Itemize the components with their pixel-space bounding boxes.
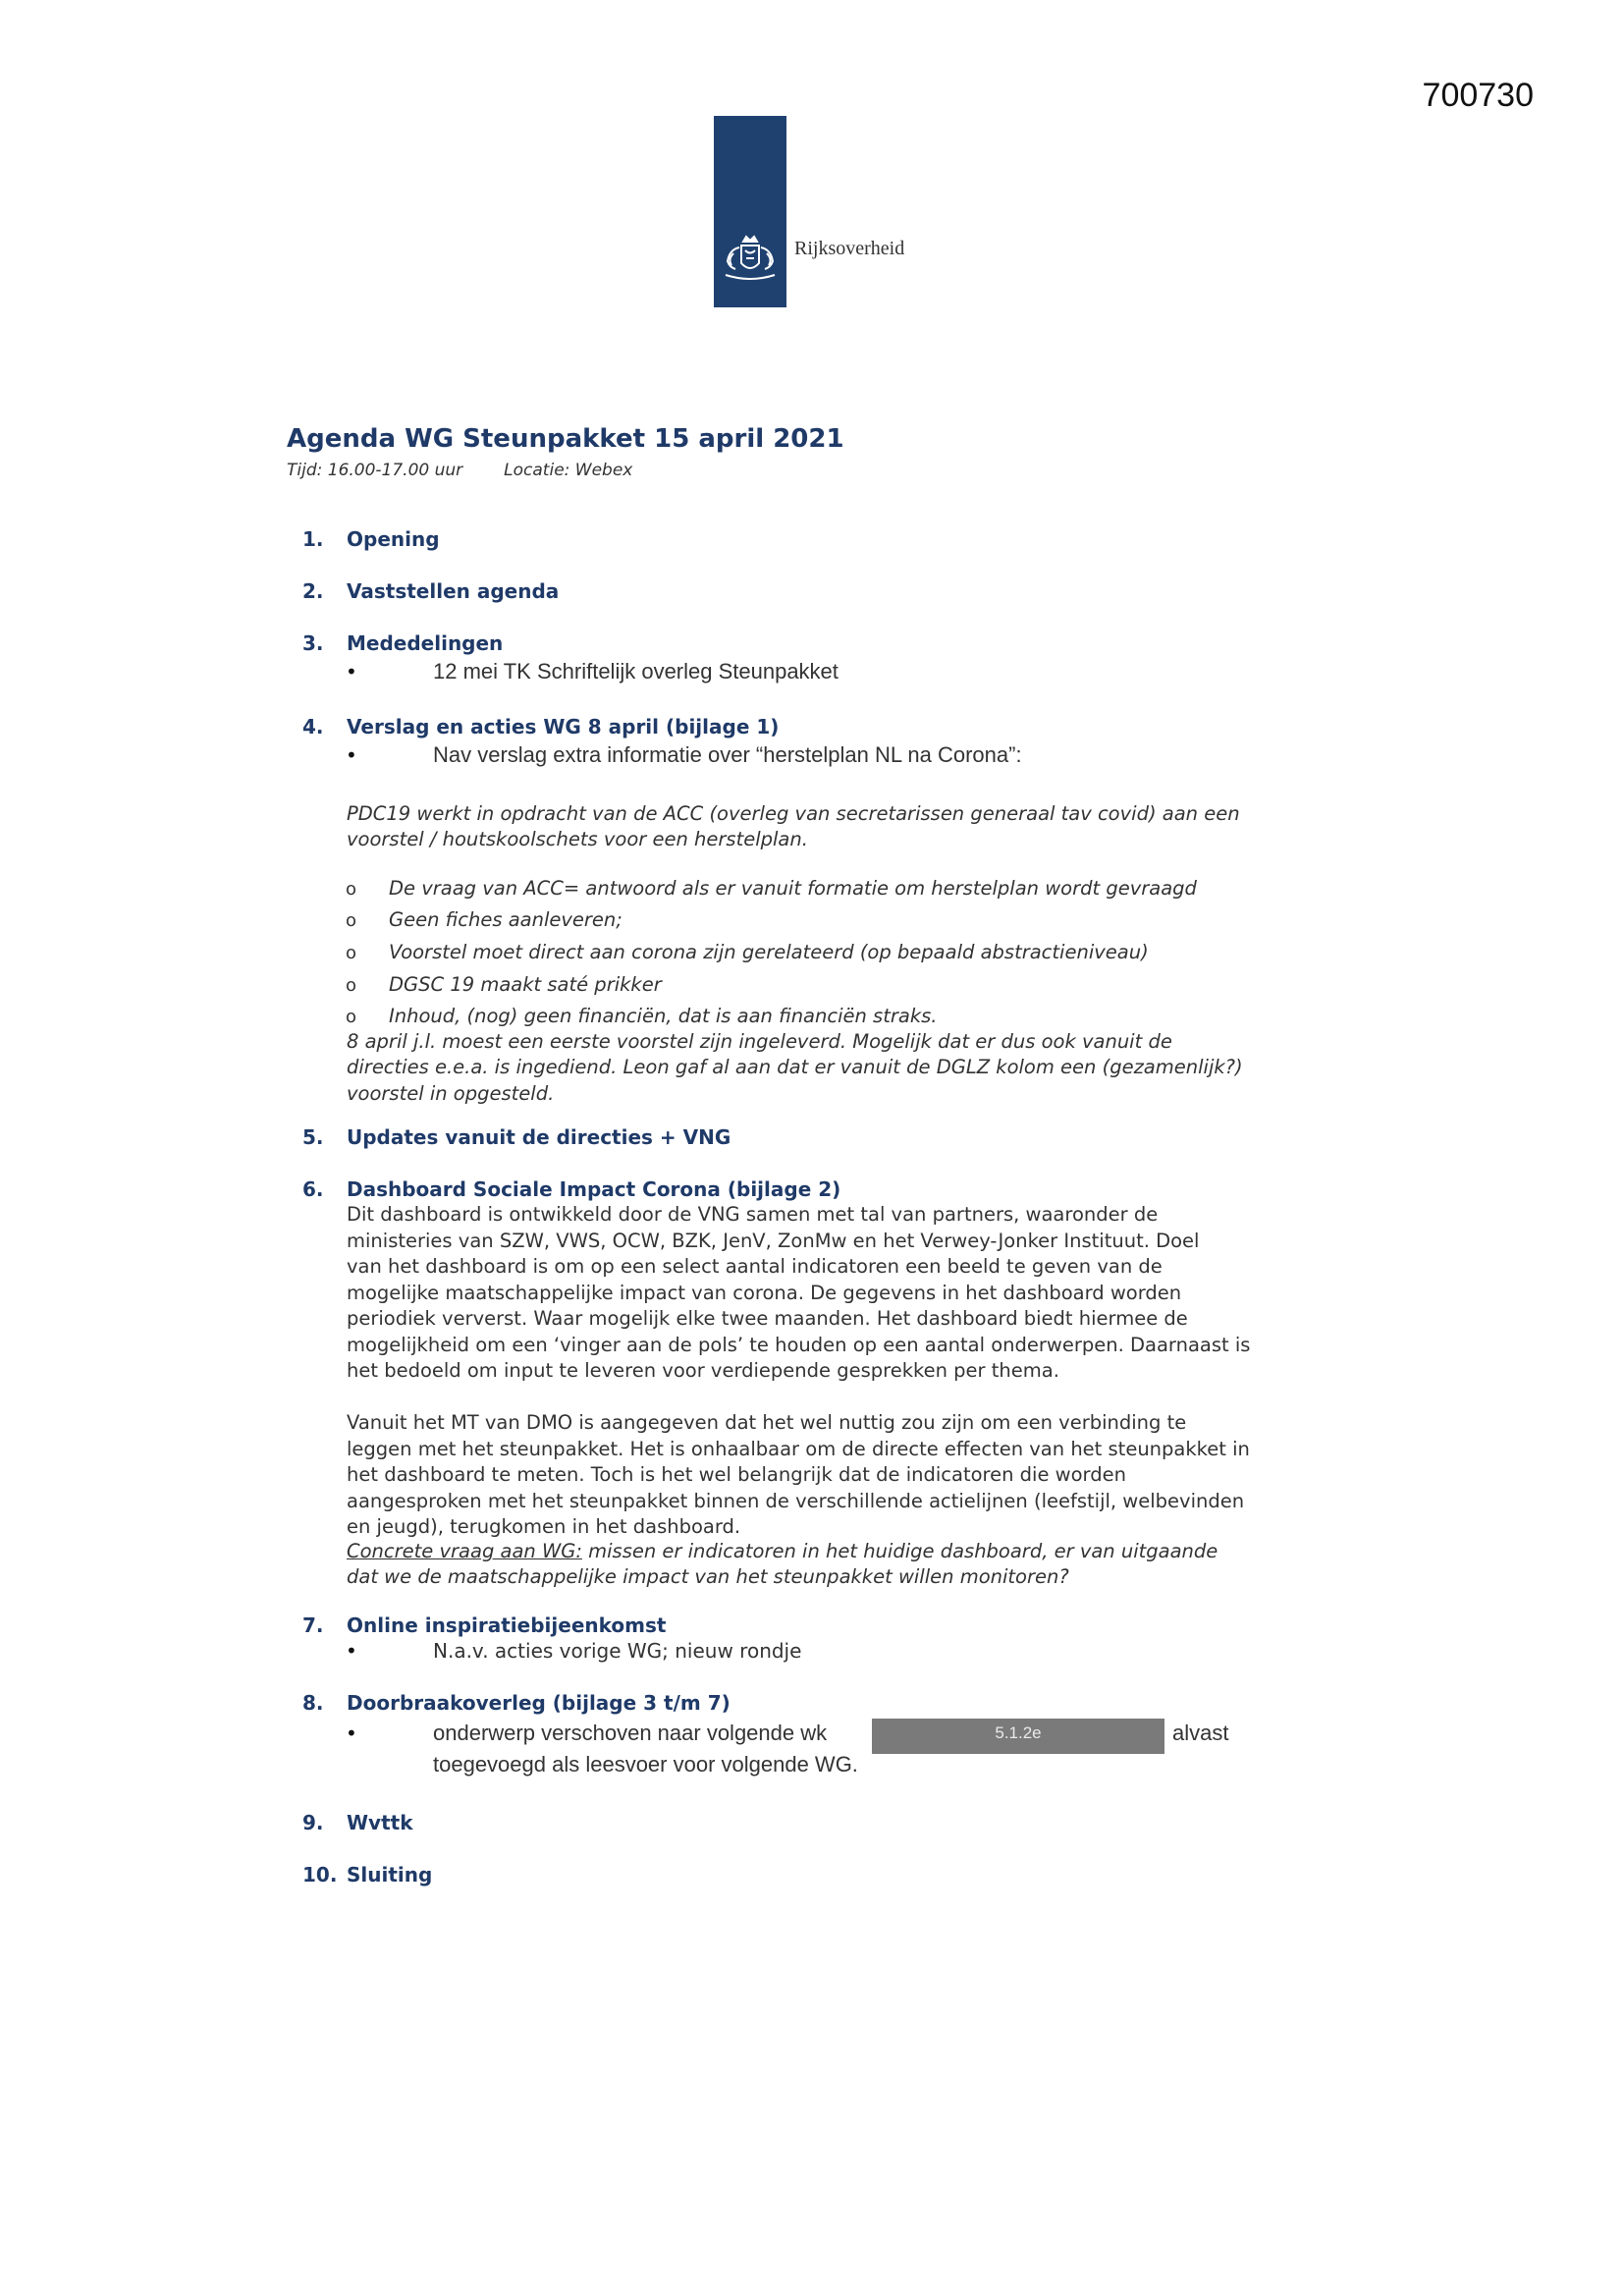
agenda-title: Agenda WG Steunpakket 15 april 2021 [287,424,844,454]
bullet: • [346,743,357,767]
item-number: 5. [302,1125,324,1149]
sub-bullet: o [346,910,357,931]
intro-line: PDC19 werkt in opdracht van de ACC (overleg van secretarissen generaal tav covid) aan een [347,802,1240,825]
item-number: 8. [302,1691,324,1715]
bullet: • [346,660,357,683]
sub-bullet: o [346,975,357,996]
item-title-inspiratie: Online inspiratiebijeenkomst [347,1613,667,1637]
royal-crest-icon [720,234,781,285]
text-line: het bedoeld om input te leveren voor verdiepende gesprekken per thema. [347,1359,1059,1382]
text-line: en jeugd), terugkomen in het dashboard. [347,1515,741,1538]
bullet-text-continued: alvast [1172,1721,1229,1745]
item-title-opening: Opening [347,527,440,551]
question-line [347,1540,1218,1562]
closing-line: directies e.e.a. is ingediend. Leon gaf al aan dat er vanuit de DGLZ kolom een (gezamenlijk?) [347,1056,1243,1078]
sub-point: De vraag van ACC= antwoord als er vanuit formatie om herstelplan wordt gevraagd [389,877,1197,900]
item-title-wvttk: Wvttk [347,1811,413,1834]
document-number: 700730 [1422,77,1534,114]
paragraph [347,1410,1250,1541]
bullet-text: Nav verslag extra informatie over “herstelplan NL na Corona”: [433,742,1022,767]
item-title-dashboard: Dashboard Sociale Impact Corona (bijlage 2) [347,1177,841,1201]
item-number: 10. [302,1863,338,1886]
text-line: aangesproken met het steunpakket binnen de verschillende actielijnen (leefstijl, welbevinden [347,1489,1245,1512]
bullet-text: 12 mei TK Schriftelijk overleg Steunpakket [433,659,839,683]
question-label: Concrete vraag aan WG: [347,1540,582,1562]
closing-line: voorstel in opgesteld. [347,1082,555,1105]
rijksoverheid-logo-bar [714,116,786,307]
intro-line: voorstel / houtskoolschets voor een herstelplan. [347,828,808,850]
item-title-mededelingen: Mededelingen [347,631,504,655]
sub-bullet: o [346,943,357,963]
closing-line: 8 april j.l. moest een eerste voorstel zijn ingeleverd. Mogelijk dat er dus ook vanuit de [347,1030,1172,1053]
meeting-location: Locatie: Webex [504,461,633,480]
item-number: 4. [302,715,324,738]
rijksoverheid-wordmark: Rijksoverheid [794,238,905,259]
text-line: van het dashboard is om op een select aantal indicatoren een beeld te geven van de [347,1255,1163,1278]
item-title-agenda: Vaststellen agenda [347,579,560,603]
item-number: 7. [302,1613,324,1637]
paragraph [347,1202,1250,1385]
bullet: • [346,1639,357,1663]
item-number: 1. [302,527,324,551]
question-text: missen er indicatoren in het huidige dashboard, er van uitgaande [581,1540,1218,1562]
text-line: mogelijkheid om een ‘vinger aan de pols’ te houden op een aantal onderwerpen. Daarnaast is [347,1333,1251,1356]
sub-point: Inhoud, (nog) geen financiën, dat is aan financiën straks. [389,1005,938,1027]
bullet: • [346,1722,357,1745]
item-number: 2. [302,579,324,603]
text-line: Vanuit het MT van DMO is aangegeven dat het wel nuttig zou zijn om een verbinding te [347,1411,1187,1434]
item-title-doorbraak: Doorbraakoverleg (bijlage 3 t/m 7) [347,1691,731,1715]
text-line: mogelijke maatschappelijke impact van corona. De gegevens in het dashboard worden [347,1281,1182,1304]
text-line: het dashboard te meten. Toch is het wel belangrijk dat de indicatoren die worden [347,1463,1126,1486]
sub-bullet: o [346,879,357,900]
sub-bullet: o [346,1007,357,1027]
question-line-2: dat we de maatschappelijke impact van het steunpakket willen monitoren? [347,1565,1069,1588]
item-title-updates: Updates vanuit de directies + VNG [347,1125,731,1149]
item-number: 6. [302,1177,324,1201]
item-title-sluiting: Sluiting [347,1863,433,1886]
item-title-verslag: Verslag en acties WG 8 april (bijlage 1) [347,715,780,738]
sub-point: DGSC 19 maakt saté prikker [389,973,662,996]
text-line: ministeries van SZW, VWS, OCW, BZK, JenV, ZonMw en het Verwey-Jonker Instituut. Doel [347,1229,1200,1252]
meeting-meta [287,461,632,480]
bullet-text: N.a.v. acties vorige WG; nieuw rondje [433,1639,802,1663]
meeting-time: Tijd: 16.00-17.00 uur [287,461,463,480]
item-number: 9. [302,1811,324,1834]
item-number: 3. [302,631,324,655]
redaction-box: 5.1.2e [872,1719,1164,1754]
text-line: leggen met het steunpakket. Het is onhaalbaar om de directe effecten van het steunpakket in [347,1437,1250,1460]
text-line: periodiek ververst. Waar mogelijk elke twee maanden. Het dashboard biedt hiermee de [347,1307,1188,1330]
sub-point: Geen fiches aanleveren; [389,908,623,931]
bullet-text: onderwerp verschoven naar volgende wk [433,1721,828,1745]
sub-point: Voorstel moet direct aan corona zijn gerelateerd (op bepaald abstractieniveau) [389,941,1149,963]
bullet-text-line-2: toegevoegd als leesvoer voor volgende WG. [433,1752,858,1777]
text-line: Dit dashboard is ontwikkeld door de VNG samen met tal van partners, waaronder de [347,1203,1159,1226]
